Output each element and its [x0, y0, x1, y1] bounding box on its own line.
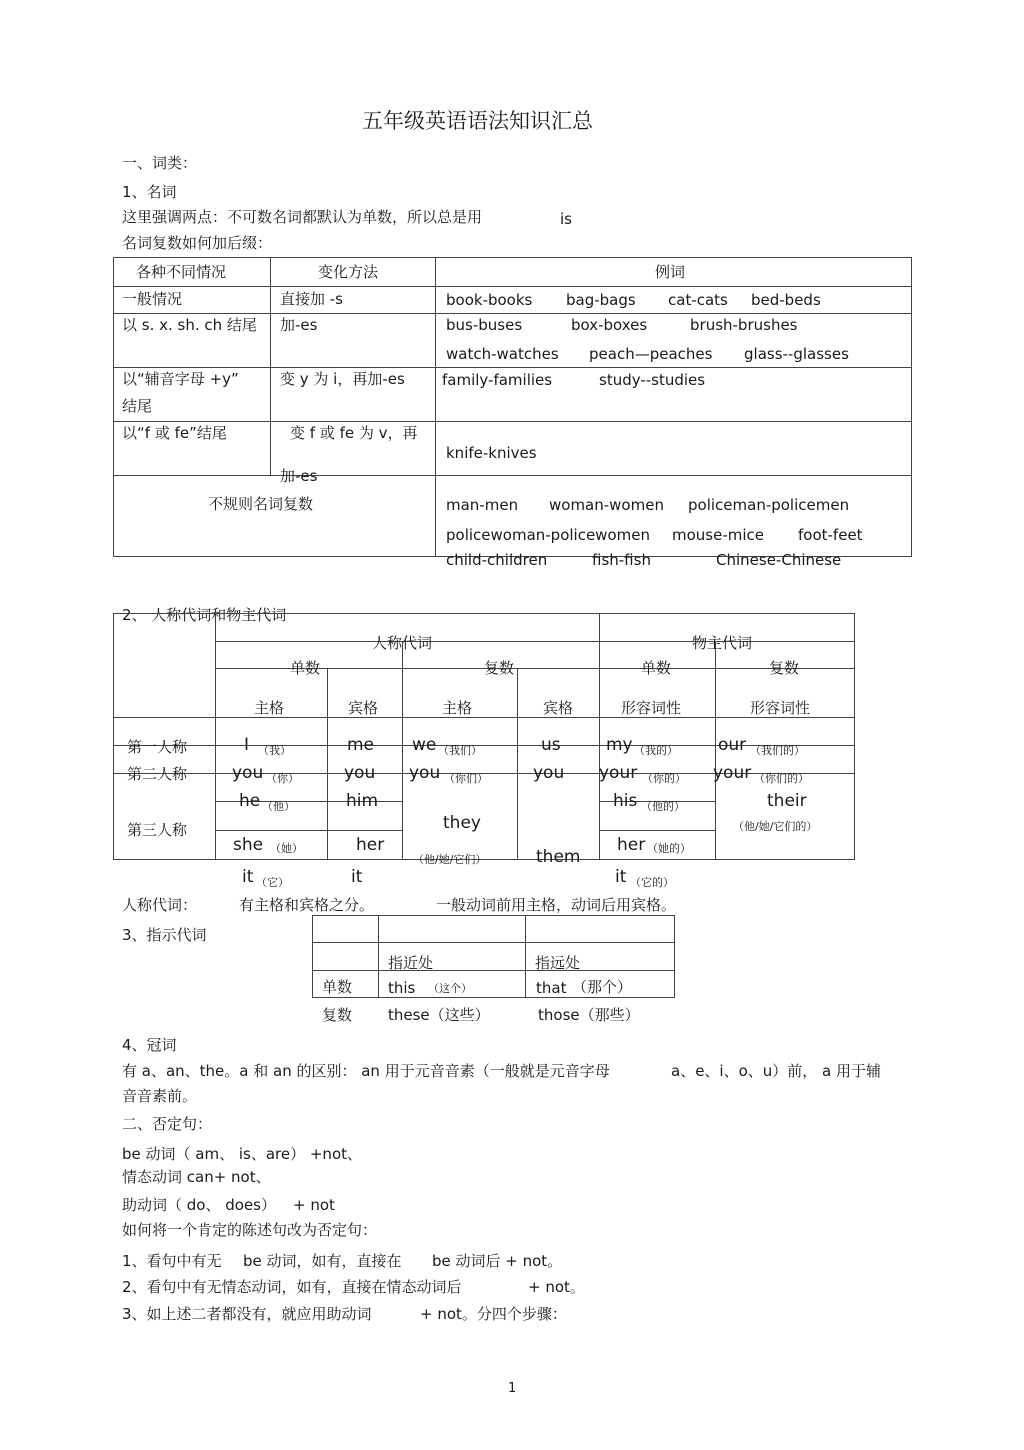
table-cell: these（这些）	[388, 1006, 490, 1024]
table-header: 各种不同情况	[136, 263, 227, 281]
table-cell: 直接加 -s	[280, 290, 343, 308]
pronoun: him	[346, 791, 379, 811]
table-divider	[113, 717, 855, 718]
col-header: 物主代词	[692, 634, 753, 652]
col-header: 复数	[484, 659, 515, 677]
row-label: 第三人称	[127, 821, 188, 839]
neg-step-3b: + not。分四个步骤：	[420, 1305, 567, 1323]
pronoun: you	[232, 763, 264, 783]
col-header: 形容词性	[750, 699, 811, 717]
table-header: 例词	[655, 263, 686, 281]
pronoun: their	[767, 791, 807, 811]
section-heading-word-classes: 一、词类：	[122, 154, 198, 172]
table-cell: knife-knives	[446, 444, 537, 462]
col-header: 形容词性	[621, 699, 682, 717]
pronoun: it	[615, 867, 627, 887]
col-header: 人称代词	[372, 634, 433, 652]
section-heading-negatives: 二、否定句：	[122, 1115, 213, 1133]
table-cell: 加-es	[280, 316, 318, 334]
pronoun-gloss: （你们的）	[754, 772, 809, 785]
neg-line-1: be 动词（ am、 is、are） +not、	[122, 1145, 363, 1163]
row-label: 第一人称	[127, 738, 188, 756]
articles-line-2: 音音素前。	[122, 1087, 198, 1105]
subheading-articles: 4、冠词	[122, 1036, 177, 1054]
pronoun: I	[244, 735, 250, 755]
table-divider	[113, 421, 912, 422]
articles-line-1: 有 a、an、the。a 和 an 的区别： an 用于元音音素（一般就是元音字母	[122, 1062, 610, 1080]
pronoun: we	[412, 735, 437, 755]
table-cell: those（那些）	[538, 1006, 640, 1024]
pronoun-gloss: （他/她/它们）	[413, 853, 487, 866]
pronoun: me	[347, 735, 375, 755]
pronoun-gloss: （它的）	[630, 876, 674, 889]
table-divider	[435, 257, 436, 557]
neg-step-1b: be 动词，如有，直接在	[243, 1252, 402, 1270]
table-divider	[215, 641, 855, 642]
pronoun: my	[606, 735, 633, 755]
pronoun: it	[351, 867, 363, 887]
table-divider	[715, 641, 716, 860]
table-divider	[402, 641, 403, 860]
pronoun-gloss: （他/她/它们的）	[733, 820, 818, 833]
pronoun-note-1: 有主格和宾格之分。	[239, 896, 375, 914]
pronoun: she	[233, 835, 264, 855]
table-cell: （那个）	[572, 978, 633, 996]
table-cell: child-children	[446, 551, 548, 569]
pronoun: you	[533, 763, 565, 783]
col-header: 指近处	[388, 954, 434, 972]
col-header: 单数	[641, 659, 672, 677]
table-cell: family-families	[442, 371, 553, 389]
table-cell: 一般情况	[122, 290, 183, 308]
table-cell: brush-brushes	[690, 316, 798, 334]
col-header: 指远处	[535, 954, 581, 972]
pronoun: them	[536, 847, 581, 867]
table-cell: fish-fish	[592, 551, 651, 569]
table-cell: cat-cats	[668, 291, 728, 309]
neg-step-1c: be 动词后 + not。	[432, 1252, 563, 1270]
table-cell: mouse-mice	[672, 526, 765, 544]
table-cell: that	[536, 979, 567, 997]
pronoun: her	[617, 835, 646, 855]
table-cell: Chinese-Chinese	[716, 551, 842, 569]
neg-step-1: 1、看句中有无	[122, 1252, 222, 1270]
noun-note-is: is	[560, 210, 572, 228]
table-cell: box-boxes	[571, 316, 648, 334]
table-divider	[599, 613, 600, 860]
pronoun: your	[713, 763, 752, 783]
pronoun-note-label: 人称代词：	[122, 896, 198, 914]
table-cell: book-books	[446, 291, 533, 309]
subheading-nouns: 1、名词	[122, 183, 177, 201]
pronoun-gloss: （你）	[266, 772, 299, 785]
table-divider	[312, 970, 675, 971]
pronoun-gloss: （我的）	[634, 744, 678, 757]
table-cell: peach—peaches	[589, 345, 713, 363]
neg-line-4: 如何将一个肯定的陈述句改为否定句：	[122, 1221, 378, 1239]
table-divider	[525, 915, 526, 998]
pronoun-gloss: （他）	[262, 800, 295, 813]
col-header: 复数	[769, 659, 800, 677]
noun-note-2: 名词复数如何加后缀：	[122, 234, 273, 252]
pronoun-gloss: （他的）	[641, 800, 685, 813]
subheading-demonstratives: 3、指示代词	[122, 926, 207, 944]
table-cell: 加-es	[280, 467, 318, 485]
pronoun-gloss: （她）	[270, 842, 303, 855]
table-cell: policeman-policemen	[688, 496, 850, 514]
pronoun: it	[242, 867, 254, 887]
pronoun-gloss: （她的）	[647, 842, 691, 855]
table-cell: 变 y 为 i，再加-es	[280, 370, 405, 388]
table-divider	[312, 942, 675, 943]
neg-line-2: 情态动词 can+ not、	[122, 1168, 271, 1186]
col-header: 主格	[442, 699, 473, 717]
table-cell: glass--glasses	[744, 345, 849, 363]
pronoun: your	[599, 763, 638, 783]
pronoun: his	[613, 791, 638, 811]
pronoun: her	[356, 835, 385, 855]
table-divider	[517, 668, 518, 860]
pronoun-gloss: （你的）	[642, 772, 686, 785]
table-cell: policewoman-policewomen	[446, 526, 650, 544]
table-cell: 以“f 或 fe”结尾	[122, 424, 227, 442]
row-label: 第二人称	[127, 765, 188, 783]
table-cell: 不规则名词复数	[208, 495, 314, 513]
table-cell: 变 f 或 fe 为 v，再	[290, 424, 418, 442]
pronoun-gloss: （我）	[258, 744, 291, 757]
neg-step-3: 3、如上述二者都没有，就应用助动词	[122, 1305, 372, 1323]
pronoun: our	[718, 735, 747, 755]
neg-line-3b: + not	[293, 1196, 335, 1214]
table-cell: bus-buses	[446, 316, 523, 334]
pronoun-gloss: （你们）	[444, 772, 488, 785]
table-cell: this	[388, 979, 416, 997]
table-divider	[599, 830, 715, 831]
table-cell: watch-watches	[446, 345, 559, 363]
pronoun-gloss: （我们的）	[750, 744, 805, 757]
noun-note-1: 这里强调两点：不可数名词都默认为单数，所以总是用	[122, 208, 483, 226]
neg-step-2b: + not。	[528, 1278, 585, 1296]
table-cell: woman-women	[549, 496, 664, 514]
table-divider	[113, 313, 912, 314]
table-cell: （这个）	[428, 982, 472, 995]
table-divider	[215, 613, 216, 860]
table-divider	[113, 286, 912, 287]
pronoun-note-2: 一般动词前用主格，动词后用宾格。	[436, 896, 677, 914]
pronoun: they	[443, 813, 481, 833]
table-cell: 结尾	[122, 397, 153, 415]
table-divider	[113, 367, 912, 368]
neg-step-2: 2、看句中有无情态动词，如有，直接在情态动词后	[122, 1278, 462, 1296]
table-cell: 以 s. x. sh. ch 结尾	[122, 316, 257, 334]
pronoun: you	[409, 763, 441, 783]
table-cell: bag-bags	[566, 291, 636, 309]
articles-line-1b: a、e、i、o、u）前， a 用于辅	[671, 1062, 882, 1080]
table-cell: bed-beds	[751, 291, 821, 309]
col-header: 宾格	[348, 699, 379, 717]
table-divider	[215, 830, 402, 831]
subheading-pronouns: 2、 人称代词和物主代词	[122, 606, 287, 624]
neg-line-3: 助动词（ do、 does）	[122, 1196, 276, 1214]
row-label: 复数	[322, 1006, 353, 1024]
page-title: 五年级英语语法知识汇总	[362, 109, 593, 133]
pronoun-gloss: （它）	[256, 876, 289, 889]
pronoun: you	[344, 763, 376, 783]
table-cell: foot-feet	[798, 526, 863, 544]
col-header: 单数	[290, 659, 321, 677]
table-header: 变化方法	[318, 263, 379, 281]
page-number: 1	[508, 1381, 517, 1396]
pronoun: us	[541, 735, 561, 755]
pronoun-gloss: （我们）	[438, 744, 482, 757]
table-divider	[327, 668, 328, 860]
table-divider	[378, 915, 379, 998]
pronoun: he	[239, 791, 261, 811]
table-cell: 以“辅音字母 +y”	[122, 370, 239, 388]
table-cell: study--studies	[599, 371, 706, 389]
col-header: 宾格	[543, 699, 574, 717]
col-header: 主格	[254, 699, 285, 717]
row-label: 单数	[322, 978, 353, 996]
table-divider	[113, 475, 912, 476]
table-cell: man-men	[446, 496, 519, 514]
